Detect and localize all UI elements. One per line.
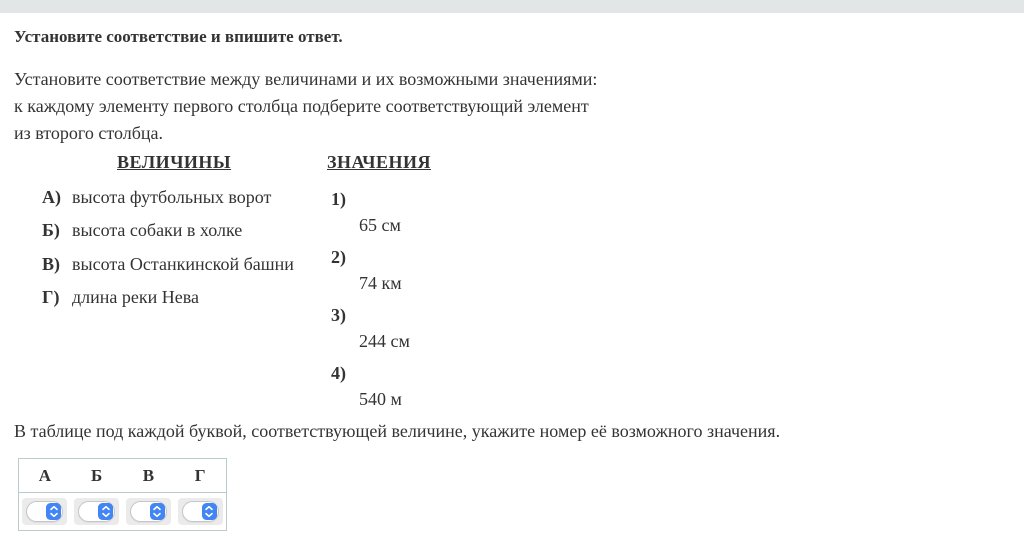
quantity-text: высота Останкинской башни [72, 254, 294, 274]
quantity-text: высота футбольных ворот [72, 187, 272, 207]
number-spinner [130, 501, 167, 522]
value-number: 1) [331, 189, 346, 209]
value-item-2 [331, 246, 402, 294]
up-down-chevrons-icon [49, 505, 59, 518]
input-cell-v [123, 493, 175, 530]
number-spinner [26, 501, 63, 522]
up-down-chevrons-icon [101, 505, 111, 518]
value-number: 2) [331, 247, 346, 267]
quantity-item-v [42, 253, 294, 275]
answer-table-input-row [19, 493, 226, 530]
value-text: 540 м [359, 389, 402, 409]
answer-spinner-g [178, 498, 223, 525]
header-cell-v: В [142, 465, 155, 485]
answer-spinner-a [22, 498, 67, 525]
value-text: 74 км [359, 273, 402, 293]
input-cell-g [174, 493, 226, 530]
up-down-chevrons-icon [152, 505, 162, 518]
answer-table-header-row [19, 459, 226, 493]
top-band [0, 0, 1024, 13]
intro-text [14, 66, 597, 147]
stepper-button-a[interactable] [46, 503, 61, 520]
value-item-3 [331, 304, 410, 352]
quantity-letter: А) [42, 187, 61, 207]
intro-line: Установите соответствие между величинами и их возможными значениями: [14, 69, 598, 89]
number-spinner [78, 501, 115, 522]
stepper-button-b[interactable] [98, 503, 113, 520]
value-number: 3) [331, 305, 346, 325]
values-column-header: ЗНАЧЕНИЯ [327, 152, 431, 172]
quantity-item-a [42, 186, 271, 208]
value-item-4 [331, 362, 402, 410]
quantity-item-g [42, 286, 199, 308]
answer-table [18, 458, 227, 531]
up-down-chevrons-icon [204, 505, 214, 518]
answer-spinner-b [74, 498, 119, 525]
value-item-1 [331, 188, 401, 236]
input-cell-a [19, 493, 71, 530]
quantities-column-header: ВЕЛИЧИНЫ [117, 152, 232, 172]
stepper-button-g[interactable] [202, 503, 217, 520]
page-title: Установите соответствие и впишите ответ. [14, 27, 343, 46]
value-text: 244 см [359, 331, 410, 351]
stepper-button-v[interactable] [150, 503, 165, 520]
intro-line: к каждому элементу первого столбца подберите соответствующий элемент [14, 96, 589, 116]
input-cell-b [71, 493, 123, 530]
quantity-text: высота собаки в холке [72, 220, 243, 240]
number-spinner [182, 501, 219, 522]
answer-spinner-v [126, 498, 171, 525]
header-cell-b: Б [91, 465, 103, 485]
quantity-text: длина реки Нева [72, 287, 200, 307]
header-cell-g: Г [194, 465, 206, 485]
quantity-letter: Б) [42, 220, 60, 240]
header-cell-a: А [38, 465, 52, 485]
intro-line: из второго столбца. [14, 123, 164, 143]
quantity-letter: В) [42, 254, 60, 274]
quantity-letter: Г) [42, 287, 60, 307]
table-instruction: В таблице под каждой буквой, соответствующей величине, укажите номер её возможного значения. [14, 421, 781, 441]
quantity-item-b [42, 219, 242, 241]
value-number: 4) [331, 363, 346, 383]
value-text: 65 см [359, 215, 401, 235]
